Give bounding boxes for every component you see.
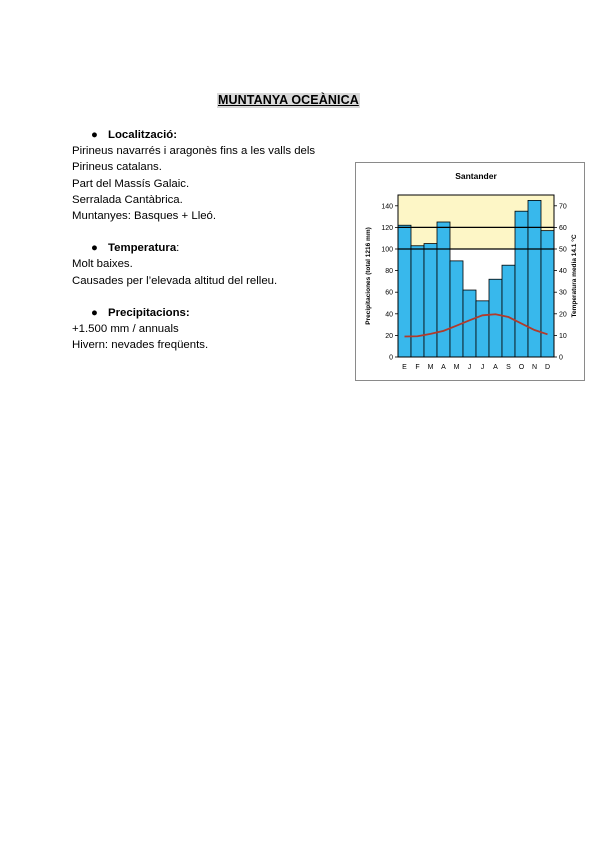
bullet-icon: ● (91, 129, 98, 141)
x-tick-label: M (427, 364, 434, 371)
y-right-tick-label: 60 (559, 224, 567, 232)
text-line: Molt baixes. (72, 258, 133, 271)
chart-title: Santander (455, 171, 497, 181)
y-right-tick-label: 40 (559, 268, 567, 276)
section-heading-temperature (72, 240, 352, 256)
x-tick-label: O (518, 364, 525, 371)
y-right-tick-label: 20 (559, 311, 567, 319)
climate-chart-svg (356, 163, 584, 380)
section-heading-label: Temperatura (108, 242, 177, 255)
y-right-tick-label: 70 (559, 203, 567, 211)
y-right-tick-label: 0 (559, 354, 563, 362)
x-tick-label: M (453, 364, 460, 371)
text-line: Muntanyes: Basques + Lleó. (72, 210, 217, 223)
text-line: Part del Massís Galaic. (72, 177, 190, 190)
text-line: +1.500 mm / annuals (72, 323, 179, 336)
y-tick-label: 140 (381, 203, 393, 211)
x-tick-label: D (544, 364, 551, 371)
bar (450, 261, 463, 357)
climate-chart (355, 162, 585, 381)
y-tick-label: 20 (385, 332, 393, 340)
bar (424, 244, 437, 357)
bar (463, 290, 476, 357)
bullet-icon: ● (91, 306, 98, 319)
x-tick-label: E (402, 364, 407, 371)
y-tick-label: 80 (385, 268, 393, 276)
page-title: MUNTANYA OCEÀNICA (218, 93, 359, 107)
bar (437, 222, 450, 357)
x-tick-label: N (531, 364, 538, 371)
heading-colon: : (176, 242, 180, 255)
bar (502, 265, 515, 357)
bar (528, 200, 541, 357)
x-tick-label: A (441, 364, 446, 371)
text-line: Hivern: nevades freqüents. (72, 339, 209, 352)
bar (411, 246, 424, 357)
y-right-tick-label: 30 (559, 289, 567, 297)
bar (489, 279, 502, 357)
text-line: Pirineus navarrés i aragonès fins a les valls dels (72, 145, 316, 158)
y-right-tick-label: 10 (559, 332, 567, 340)
text-line: Causades per l’elevada altitud del relleu. (72, 274, 278, 287)
y-tick-label: 40 (385, 311, 393, 319)
bullet-icon: ● (91, 242, 98, 255)
bar (515, 211, 528, 357)
section-heading-label: Localització: (108, 129, 177, 141)
x-tick-label: J (467, 364, 472, 371)
text-line: Serralada Cantàbrica. (72, 193, 183, 206)
x-tick-label: F (415, 364, 420, 371)
y-right-tick-label: 50 (559, 246, 567, 254)
y-tick-label: 0 (389, 354, 393, 362)
x-tick-label: A (493, 364, 498, 371)
text-block (72, 127, 352, 353)
y-tick-label: 100 (381, 246, 393, 254)
section-heading-location (72, 127, 352, 143)
x-tick-label: J (480, 364, 485, 371)
bar (476, 301, 489, 357)
section-heading-label: Precipitacions: (108, 306, 190, 319)
y-tick-label: 120 (381, 224, 393, 232)
text-line: Pirineus catalans. (72, 161, 162, 174)
section-heading-precipitation (72, 305, 352, 321)
y-axis-label: Precipitaciones (total 1216 mm) (365, 227, 372, 325)
y-right-axis-label: Temperatura media 14.1 °C (571, 234, 578, 318)
y-tick-label: 60 (385, 289, 393, 297)
x-tick-label: S (506, 364, 511, 371)
